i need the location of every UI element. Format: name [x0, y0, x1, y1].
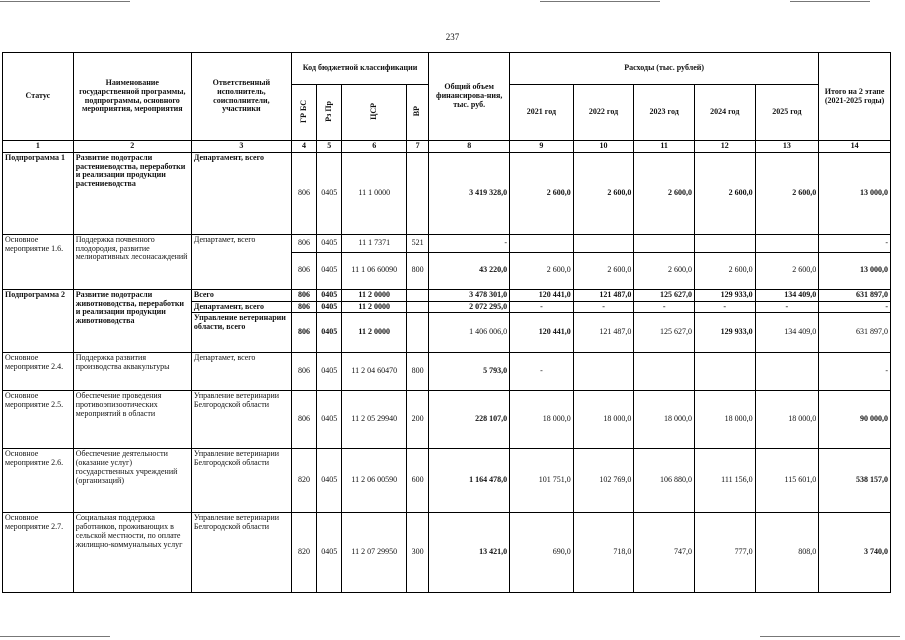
header-expenses: Расходы (тыс. рублей)	[510, 53, 819, 85]
cell-2021: 120 441,0	[510, 289, 574, 301]
cell-csr: 11 1 06 60090	[342, 252, 407, 289]
cell-responsible: Управление ветеринарии Белгородской области	[191, 449, 291, 513]
cell-itogo: 3 740,0	[819, 513, 891, 593]
cell-csr: 11 2 06 00590	[342, 449, 407, 513]
col-index: 6	[342, 141, 407, 153]
cell-2022: 102 769,0	[573, 449, 634, 513]
cell-vr: 800	[407, 252, 429, 289]
cell-2021: 18 000,0	[510, 391, 574, 449]
cell-2021: 2 600,0	[510, 252, 574, 289]
cell-grbs: 806	[291, 152, 316, 234]
cell-2025: -	[755, 301, 819, 313]
cell-name: Развитие подотрасли растениеводства, переработки и реализации продукции растениеводства	[73, 152, 191, 234]
cell-2023	[634, 234, 695, 252]
cell-csr: 11 2 04 60470	[342, 353, 407, 391]
header-2023: 2023 год	[634, 85, 695, 141]
cell-itogo: 631 897,0	[819, 289, 891, 301]
col-index: 13	[755, 141, 819, 153]
cell-itogo: 13 000,0	[819, 152, 891, 234]
col-index: 1	[3, 141, 74, 153]
top-rule-right	[790, 1, 870, 2]
cell-2025: 2 600,0	[755, 152, 819, 234]
cell-csr: 11 2 0000	[342, 301, 407, 313]
cell-2025: 134 409,0	[755, 313, 819, 353]
cell-responsible: Департамет, всего	[191, 234, 291, 289]
header-grbs: ГР БС	[291, 85, 316, 141]
col-index: 3	[191, 141, 291, 153]
cell-vr	[407, 313, 429, 353]
cell-2025: 808,0	[755, 513, 819, 593]
cell-vr: 521	[407, 234, 429, 252]
header-2022: 2022 год	[573, 85, 634, 141]
cell-2024: 777,0	[694, 513, 755, 593]
cell-rzpr: 0405	[317, 391, 342, 449]
col-index: 7	[407, 141, 429, 153]
cell-2022: -	[573, 301, 634, 313]
cell-2021: 2 600,0	[510, 152, 574, 234]
cell-2022: 718,0	[573, 513, 634, 593]
cell-grbs: 806	[291, 391, 316, 449]
cell-2024: 129 933,0	[694, 289, 755, 301]
col-index: 2	[73, 141, 191, 153]
cell-responsible: Департамент, всего	[191, 301, 291, 313]
cell-vr	[407, 152, 429, 234]
cell-2024: 2 600,0	[694, 152, 755, 234]
page-number: 237	[445, 32, 460, 42]
cell-vr: 200	[407, 391, 429, 449]
table-row	[3, 152, 891, 234]
cell-vr	[407, 301, 429, 313]
bottom-rule-left	[0, 636, 110, 637]
cell-status: Основное мероприятие 2.4.	[3, 353, 74, 391]
cell-rzpr: 0405	[317, 152, 342, 234]
cell-rzpr: 0405	[317, 313, 342, 353]
cell-total: 2 072 295,0	[429, 301, 510, 313]
cell-itogo: -	[819, 234, 891, 252]
header-2025: 2025 год	[755, 85, 819, 141]
cell-itogo: 90 000,0	[819, 391, 891, 449]
col-index: 12	[694, 141, 755, 153]
col-index: 11	[634, 141, 695, 153]
cell-grbs: 806	[291, 353, 316, 391]
cell-2022	[573, 353, 634, 391]
header-2024: 2024 год	[694, 85, 755, 141]
cell-2025: 2 600,0	[755, 252, 819, 289]
table-row	[3, 449, 891, 513]
cell-csr: 11 2 0000	[342, 289, 407, 301]
cell-name: Поддержка почвенного плодородия, развитие мелиоративных лесонасаждений	[73, 234, 191, 289]
header-total-financing: Общий объем финансирова-ния, тыс. руб.	[429, 53, 510, 141]
cell-2023: 2 600,0	[634, 152, 695, 234]
column-index-row	[3, 141, 891, 153]
header-vr: ВР	[407, 85, 429, 141]
cell-2023	[634, 353, 695, 391]
col-index: 4	[291, 141, 316, 153]
cell-csr: 11 2 0000	[342, 313, 407, 353]
cell-2023: 18 000,0	[634, 391, 695, 449]
col-index: 9	[510, 141, 574, 153]
col-index: 8	[429, 141, 510, 153]
cell-2025: 115 601,0	[755, 449, 819, 513]
cell-2023: 125 627,0	[634, 289, 695, 301]
cell-grbs: 806	[291, 301, 316, 313]
cell-itogo: 538 157,0	[819, 449, 891, 513]
cell-vr	[407, 289, 429, 301]
cell-status: Подпрограмма 2	[3, 289, 74, 353]
cell-grbs: 806	[291, 252, 316, 289]
cell-total: -	[429, 234, 510, 252]
cell-csr: 11 2 07 29950	[342, 513, 407, 593]
cell-2023: -	[634, 301, 695, 313]
table-row	[3, 391, 891, 449]
cell-total: 3 419 328,0	[429, 152, 510, 234]
cell-2021: 690,0	[510, 513, 574, 593]
cell-status: Основное мероприятие 1.6.	[3, 234, 74, 289]
cell-responsible: Управление ветеринарии Белгородской области	[191, 391, 291, 449]
header-rzpr: Рз Пр	[317, 85, 342, 141]
cell-rzpr: 0405	[317, 252, 342, 289]
cell-responsible: Департамет, всего	[191, 353, 291, 391]
cell-csr: 11 1 0000	[342, 152, 407, 234]
cell-responsible: Управление ветеринарии области, всего	[191, 313, 291, 353]
cell-2023: 106 880,0	[634, 449, 695, 513]
cell-grbs: 806	[291, 289, 316, 301]
cell-rzpr: 0405	[317, 234, 342, 252]
table-row	[3, 513, 891, 593]
cell-rzpr: 0405	[317, 353, 342, 391]
header-itogo: Итого на 2 этапе (2021-2025 годы)	[819, 53, 891, 141]
cell-2022: 121 487,0	[573, 289, 634, 301]
header-csr: ЦСР	[342, 85, 407, 141]
cell-name: Обеспечение деятельности (оказание услуг) государственных учреждений (организаций)	[73, 449, 191, 513]
col-index: 14	[819, 141, 891, 153]
budget-table	[2, 52, 891, 593]
cell-csr: 11 2 05 29940	[342, 391, 407, 449]
cell-grbs: 806	[291, 313, 316, 353]
cell-status: Подпрограмма 1	[3, 152, 74, 234]
cell-grbs: 820	[291, 449, 316, 513]
cell-rzpr: 0405	[317, 513, 342, 593]
cell-name: Социальная поддержка работников, проживающих в сельской местности, по оплате жилищно-коммунальных услуг	[73, 513, 191, 593]
cell-csr: 11 1 7371	[342, 234, 407, 252]
top-rule-mid	[540, 1, 660, 2]
cell-2023: 125 627,0	[634, 313, 695, 353]
cell-vr: 600	[407, 449, 429, 513]
cell-responsible: Всего	[191, 289, 291, 301]
cell-responsible: Управление ветеринарии Белгородской области	[191, 513, 291, 593]
cell-2024: 18 000,0	[694, 391, 755, 449]
cell-total: 228 107,0	[429, 391, 510, 449]
cell-name: Поддержка развития производства аквакультуры	[73, 353, 191, 391]
cell-2024	[694, 353, 755, 391]
cell-itogo: -	[819, 301, 891, 313]
cell-rzpr: 0405	[317, 449, 342, 513]
cell-responsible: Департамент, всего	[191, 152, 291, 234]
cell-2024: 111 156,0	[694, 449, 755, 513]
cell-grbs: 820	[291, 513, 316, 593]
cell-rzpr: 0405	[317, 301, 342, 313]
cell-rzpr: 0405	[317, 289, 342, 301]
cell-status: Основное мероприятие 2.6.	[3, 449, 74, 513]
cell-2023: 2 600,0	[634, 252, 695, 289]
cell-2025	[755, 234, 819, 252]
cell-status: Основное мероприятие 2.5.	[3, 391, 74, 449]
cell-2022: 2 600,0	[573, 252, 634, 289]
table-row	[3, 234, 891, 252]
cell-2025	[755, 353, 819, 391]
cell-2022: 2 600,0	[573, 152, 634, 234]
col-index: 10	[573, 141, 634, 153]
cell-total: 1 406 006,0	[429, 313, 510, 353]
cell-2022: 18 000,0	[573, 391, 634, 449]
cell-vr: 800	[407, 353, 429, 391]
bottom-rule-right	[760, 636, 900, 637]
cell-total: 5 793,0	[429, 353, 510, 391]
table-row	[3, 289, 891, 301]
cell-name: Развитие подотрасли животноводства, переработки и реализации продукции животноводства	[73, 289, 191, 353]
cell-itogo: 13 000,0	[819, 252, 891, 289]
cell-2024: 2 600,0	[694, 252, 755, 289]
cell-2021: -	[510, 301, 574, 313]
header-responsible: Ответственный исполнитель, соисполнители, участники	[191, 53, 291, 141]
cell-vr: 300	[407, 513, 429, 593]
header-status: Статус	[3, 53, 74, 141]
cell-2025: 18 000,0	[755, 391, 819, 449]
cell-2021: -	[510, 353, 574, 391]
header-budget-code: Код бюджетной классификации	[291, 53, 428, 85]
cell-2025: 134 409,0	[755, 289, 819, 301]
cell-status: Основное мероприятие 2.7.	[3, 513, 74, 593]
cell-name: Обеспечение проведения противоэпизоотических мероприятий в области	[73, 391, 191, 449]
header-2021: 2021 год	[510, 85, 574, 141]
cell-itogo: 631 897,0	[819, 313, 891, 353]
cell-total: 43 220,0	[429, 252, 510, 289]
cell-2024: 129 933,0	[694, 313, 755, 353]
cell-2022	[573, 234, 634, 252]
cell-total: 3 478 301,0	[429, 289, 510, 301]
cell-total: 13 421,0	[429, 513, 510, 593]
cell-2024	[694, 234, 755, 252]
header-name: Наименование государственной программы, подпрограммы, основного мероприятия, мероприятия	[73, 53, 191, 141]
top-rule-left	[0, 1, 130, 2]
cell-grbs: 806	[291, 234, 316, 252]
cell-itogo: -	[819, 353, 891, 391]
cell-2022: 121 487,0	[573, 313, 634, 353]
cell-2023: 747,0	[634, 513, 695, 593]
cell-2021: 101 751,0	[510, 449, 574, 513]
cell-total: 1 164 478,0	[429, 449, 510, 513]
cell-2024: -	[694, 301, 755, 313]
table-row	[3, 353, 891, 391]
cell-2021: 120 441,0	[510, 313, 574, 353]
col-index: 5	[317, 141, 342, 153]
cell-2021	[510, 234, 574, 252]
